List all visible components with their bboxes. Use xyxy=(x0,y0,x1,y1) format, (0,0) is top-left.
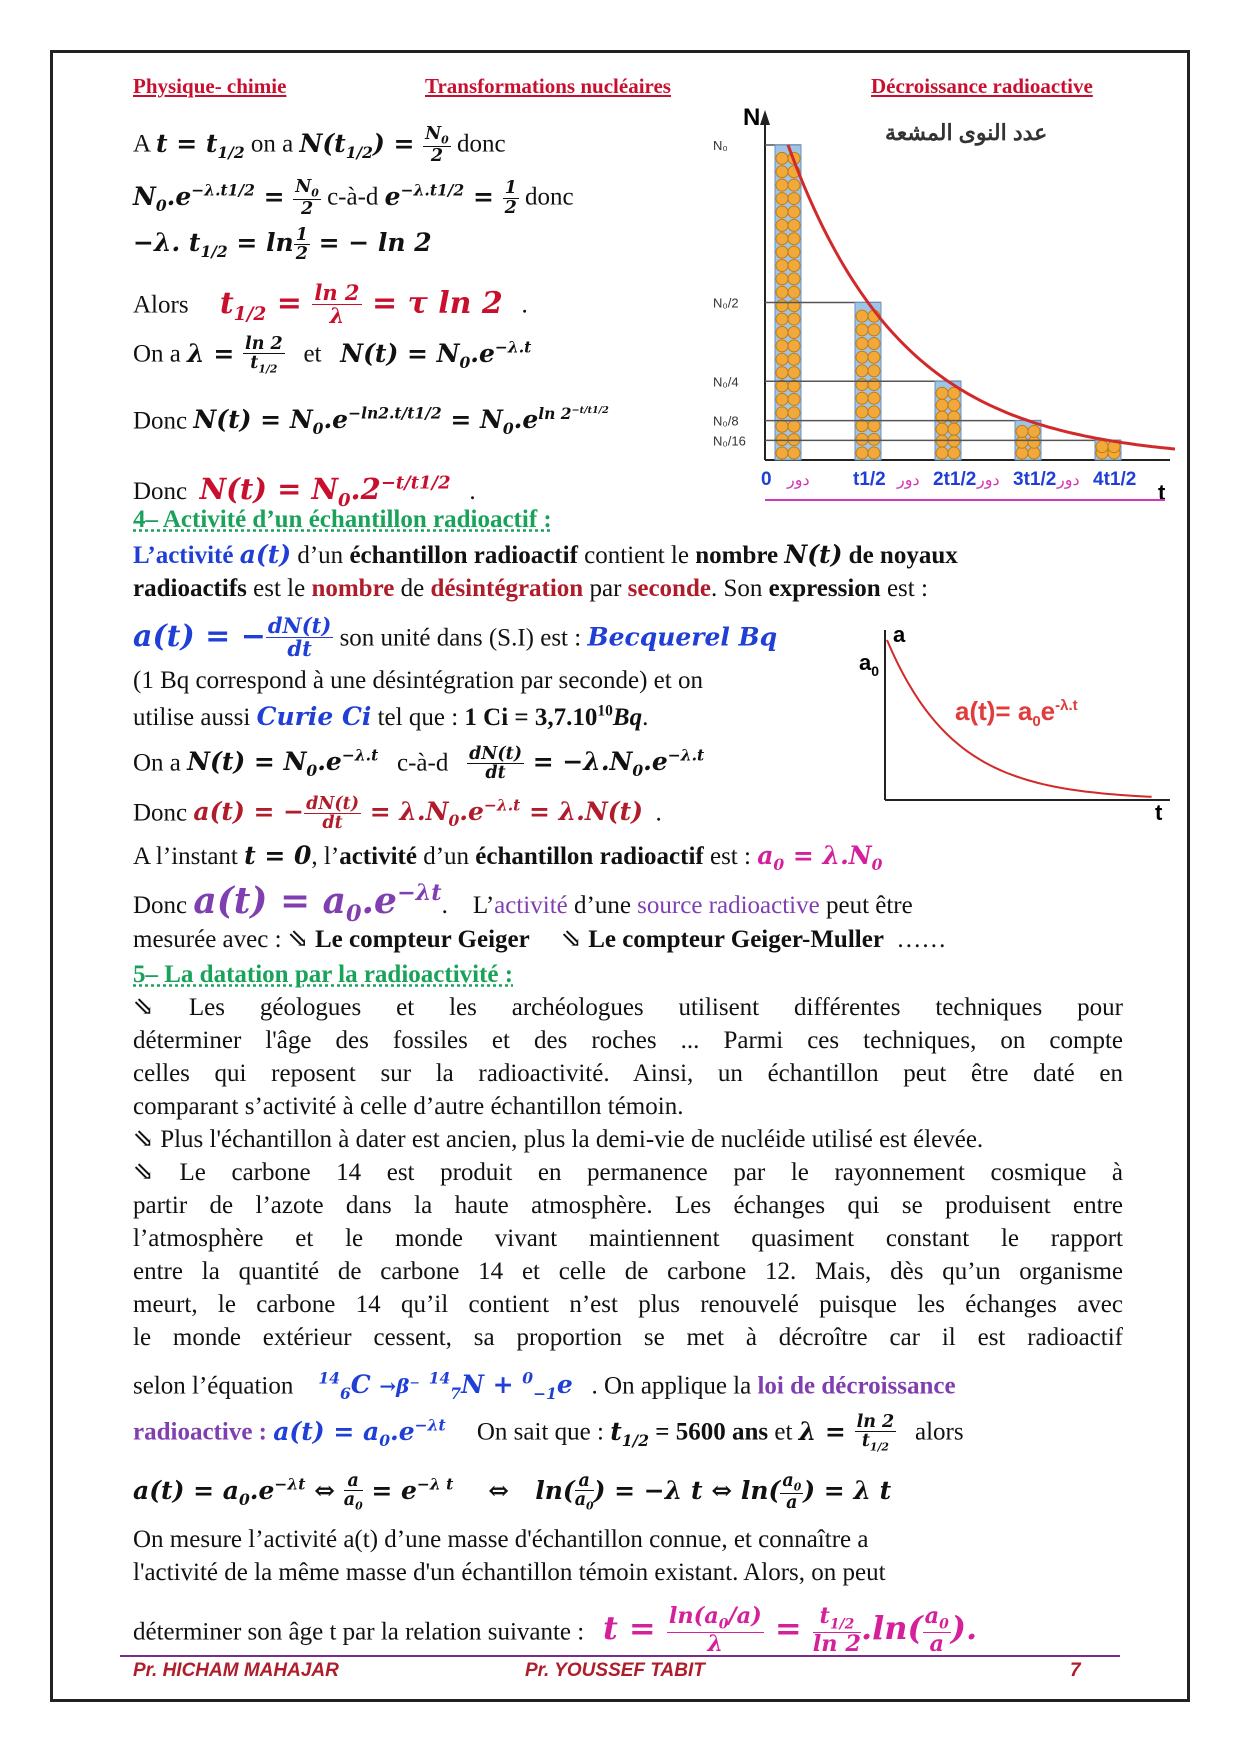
nucleus xyxy=(776,246,788,258)
nucleus xyxy=(868,447,880,459)
nucleus xyxy=(936,399,948,411)
nucleus xyxy=(776,326,788,338)
footer-author-2: Pr. YOUSSEF TABIT xyxy=(525,1660,705,1681)
nucleus xyxy=(788,286,800,298)
s5-line-3: celles qui reposent sur la radioactivité. Ainsi, un échantillon peut être daté en xyxy=(133,1060,1123,1087)
nucleus xyxy=(776,353,788,365)
nucleus xyxy=(856,365,868,377)
nucleus xyxy=(776,233,788,245)
nucleus xyxy=(788,206,800,218)
nucleus xyxy=(788,300,800,312)
x-tick-label: 4t1/2 xyxy=(1093,469,1137,490)
nucleus xyxy=(788,233,800,245)
nucleus xyxy=(776,420,788,432)
nucleus xyxy=(1016,447,1028,459)
header-subject: Physique- chimie xyxy=(133,74,287,98)
chart2-formula: $a(t)= a_0e^{-\lambda.t}$ xyxy=(955,696,1078,730)
nucleus xyxy=(856,310,868,322)
section-5-title: 5– La datation par la radioactivité : xyxy=(133,961,514,988)
nucleus xyxy=(856,379,868,391)
nucleus xyxy=(788,407,800,419)
activity-chart xyxy=(855,620,1175,820)
nucleus xyxy=(776,152,788,164)
nucleus xyxy=(948,399,960,411)
s4-activity-result: Donc a(t) = − $\frac{dN(t)}{dt}$ = $\lambda.N_0.e^{-\lambda.t} = \lambda.N(t)$ . xyxy=(133,794,662,834)
s5-line-11: le monde extérieur cessent, sa proportion se met à décroître car il est radioactif xyxy=(133,1324,1123,1351)
s5-line-7: partir de l’azote dans la haute atmosphère. Les échanges qui se produisent entre xyxy=(133,1192,1123,1219)
s5-line-4: comparant s’activité à celle d’autre échantillon témoin. xyxy=(133,1093,684,1120)
y-tick-label: N₀/8 xyxy=(713,413,739,429)
decay-chart xyxy=(705,105,1175,520)
s5-line-10: meurt, le carbone 14 qu’il contient n’est plus renouvelé puisque les échanges avec xyxy=(133,1291,1123,1318)
formula-line-4: Alors $t_{1/2}$ = $\frac{\ln 2}{\lambda}$ = τ ln 2 . xyxy=(133,280,528,329)
nucleus xyxy=(776,447,788,459)
nucleus xyxy=(776,219,788,231)
s4-activity-formula: a(t) = − $\frac{dN(t)}{dt}$ son unité dans (S.I) est : Becquerel Bq xyxy=(133,613,778,662)
nucleus xyxy=(788,393,800,405)
nucleus xyxy=(776,166,788,178)
nucleus xyxy=(856,392,868,404)
nucleus xyxy=(788,367,800,379)
nucleus xyxy=(868,338,880,350)
s5-final-line: déterminer son âge t par la relation suivante : t = $\frac{\ln(a_0/a)}{\lambda}$ = $\frac{t_{1/2}}{\ln 2}$ .ln( $\frac{a_0}{a}$ ). xyxy=(133,1603,978,1658)
nucleus xyxy=(788,179,800,191)
y-tick-label: N₀ xyxy=(713,138,728,153)
nucleus xyxy=(856,351,868,363)
y-axis-arrow xyxy=(760,110,770,125)
x-tick-label: 3t1/2 xyxy=(1013,469,1057,490)
nucleus xyxy=(776,313,788,325)
nucleus xyxy=(856,420,868,432)
nucleus xyxy=(776,300,788,312)
nucleus xyxy=(868,433,880,445)
footer-rule xyxy=(120,1655,1120,1657)
nucleus xyxy=(788,193,800,205)
nucleus xyxy=(948,447,960,459)
nucleus xyxy=(1028,447,1040,459)
y-tick-label: N₀/2 xyxy=(713,295,739,311)
arabic-label: عدد النوى المشعة xyxy=(885,120,1048,145)
chart2-a0-label: $a_0$ xyxy=(859,650,880,679)
header-chapter: Transformations nucléaires xyxy=(425,74,671,98)
nucleus xyxy=(788,447,800,459)
nucleus xyxy=(788,273,800,285)
chart2-x-label: t xyxy=(1155,800,1163,820)
s5-line-6: ⇘ Le carbone 14 est produit en permanence par le rayonnement cosmique à xyxy=(133,1159,1123,1186)
nucleus xyxy=(776,260,788,272)
nucleus xyxy=(868,379,880,391)
nucleus xyxy=(776,273,788,285)
formula-line-1: A $t = t_{1/2}$ on a $N(t_{1/2})$ = $\frac{N_0}{2}$ donc xyxy=(133,124,506,166)
chart2-y-label: a xyxy=(893,622,906,647)
s5-halflife-line: radioactive : $a(t) = a_0.e^{-\lambda t}$ On sait que : $t_{1/2} = 5600$ ans et λ = $\frac{\ln 2}{t_{1/2}}$ alors xyxy=(133,1412,964,1454)
formula-line-7: Donc $N(t) = N_0.2^{-t/t1/2}$ . xyxy=(133,472,476,511)
nucleus xyxy=(776,367,788,379)
s4-measure-line: Donc $a(t) = a_0.e^{-\lambda t}$. L’activité d’une source radioactive peut être xyxy=(133,880,913,928)
nucleus xyxy=(856,447,868,459)
nucleus xyxy=(1016,436,1028,448)
s5-line-2: déterminer l'âge des fossiles et des roches ... Parmi ces techniques, on compte xyxy=(133,1027,1123,1054)
nucleus xyxy=(788,326,800,338)
header-topic: Décroissance radioactive xyxy=(871,74,1093,98)
nucleus xyxy=(856,324,868,336)
nucleus xyxy=(776,206,788,218)
nucleus xyxy=(868,324,880,336)
nucleus xyxy=(776,193,788,205)
s4-line-2: radioactifs est le nombre de désintégration par seconde. Son expression est : xyxy=(133,575,928,602)
x-tick-label: 0 xyxy=(761,469,772,490)
nucleus xyxy=(788,340,800,352)
y-axis-label: N xyxy=(743,105,761,131)
s5-measure-1: On mesure l’activité a(t) d’une masse d'échantillon connue, et connaître a xyxy=(133,1526,869,1553)
s4-line-1: L’activité a(t) d’un échantillon radioactif contient le nombre N(t) de noyaux xyxy=(133,540,958,569)
nucleus xyxy=(1028,436,1040,448)
nucleus xyxy=(788,353,800,365)
x-axis-label: t xyxy=(1158,480,1166,505)
formula-line-2: $N_0.e^{-\lambda.t1/2}$ = $\frac{N_0}{2}$ c-à-d $e^{-\lambda.t1/2}$ = $\frac{1}{2}$ donc xyxy=(133,177,574,219)
nucleus xyxy=(936,423,948,435)
nucleus xyxy=(1028,425,1040,437)
nucleus xyxy=(788,313,800,325)
nucleus xyxy=(776,340,788,352)
formula-line-6: Donc $N(t) = N_0.e^{-ln2.t/t1/2} = N_0.e^{ln 2^{-t/t1/2}}$ xyxy=(133,404,609,439)
y-tick-label: N₀/16 xyxy=(713,433,746,449)
footer-author-1: Pr. HICHAM MAHAJAR xyxy=(133,1660,339,1681)
nucleus xyxy=(788,260,800,272)
x-tick-label: t1/2 xyxy=(853,469,886,490)
nucleus xyxy=(1016,425,1028,437)
nucleus xyxy=(868,420,880,432)
s4-bq-line: (1 Bq correspond à une désintégration par seconde) et on xyxy=(133,667,703,694)
s5-measure-2: l'activité de la même masse d'un échantillon témoin existant. Alors, on peut xyxy=(133,1559,886,1586)
s5-line-5: ⇘ Plus l'échantillon à dater est ancien, plus la demi-vie de nucléide utilisé est élevée. xyxy=(133,1126,984,1153)
nucleus xyxy=(856,433,868,445)
nucleus xyxy=(776,393,788,405)
period-label: دور xyxy=(787,472,810,489)
nucleus xyxy=(776,179,788,191)
s4-geiger-line: mesurée avec : ⇘ Le compteur Geiger ⇘ Le compteur Geiger-Muller …… xyxy=(133,926,947,953)
formula-line-3: −λ. $t_{1/2} = \ln$ $\frac{1}{2}$ = − ln 2 xyxy=(133,225,432,265)
y-tick-label: N₀/4 xyxy=(713,374,739,390)
x-tick-label: 2t1/2 xyxy=(933,469,977,490)
period-label: دور xyxy=(897,472,920,489)
nucleus xyxy=(776,286,788,298)
nucleus xyxy=(936,447,948,459)
period-label: دور xyxy=(1057,472,1080,489)
nucleus xyxy=(788,246,800,258)
nucleus xyxy=(788,420,800,432)
s4-derivative-line: On a $N(t) = N_0.e^{-\lambda.t}$ c-à-d $\frac{dN(t)}{dt}$ = $-\lambda.N_0.e^{-\lambda.t}$ xyxy=(133,744,705,784)
decay-curve xyxy=(788,145,1175,449)
s5-line-8: l’atmosphère et le monde vivant maintiennent quasiment constant le rapport xyxy=(133,1225,1123,1252)
nucleus xyxy=(856,406,868,418)
period-label: دور xyxy=(977,472,1000,489)
nucleus xyxy=(868,406,880,418)
nucleus xyxy=(948,423,960,435)
nucleus xyxy=(868,351,880,363)
s4-curie-line: utilise aussi Curie Ci tel que : 1 $Ci = 3,7.10^{10}Bq$. xyxy=(133,702,649,731)
section-4-title: 4– Activité d’un échantillon radioactif : xyxy=(133,506,552,533)
s5-line-9: entre la quantité de carbone 14 et celle de carbone 12. Mais, dès qu’un organisme xyxy=(133,1258,1123,1285)
s5-equation-line: selon l’équation $^{14}_6$C →β⁻ $^{14}_7$N + $^0_{-1}$e . On applique la loi de décroissance xyxy=(133,1369,956,1404)
nucleus xyxy=(776,407,788,419)
formula-line-5: On a λ = $\frac{\ln 2}{t_{1/2}}$ et $N(t) = N_0.e^{-\lambda.t}$ xyxy=(133,334,532,376)
s4-instant-line: A l’instant t = 0, l’activité d’un échantillon radioactif est : $a_0 = \lambda.N_0$ xyxy=(133,841,883,874)
nucleus xyxy=(1096,441,1108,453)
nucleus xyxy=(856,338,868,350)
nucleus xyxy=(868,365,880,377)
nucleus xyxy=(868,392,880,404)
nucleus xyxy=(788,219,800,231)
nucleus xyxy=(936,387,948,399)
s5-log-line: $a(t) = a_0.e^{-\lambda t}$ ⇔ $\frac{a}{a_0}$ = $e^{-\lambda t}$ ⇔ ln( $\frac{a}{a_0}$ ) = −λ t ⇔ ln( $\frac{a_0}{a}$ ) = λ t xyxy=(133,1471,892,1513)
footer-page-number: 7 xyxy=(1070,1660,1081,1681)
s5-line-1: ⇘ Les géologues et les archéologues utilisent différentes techniques pour xyxy=(133,994,1123,1021)
